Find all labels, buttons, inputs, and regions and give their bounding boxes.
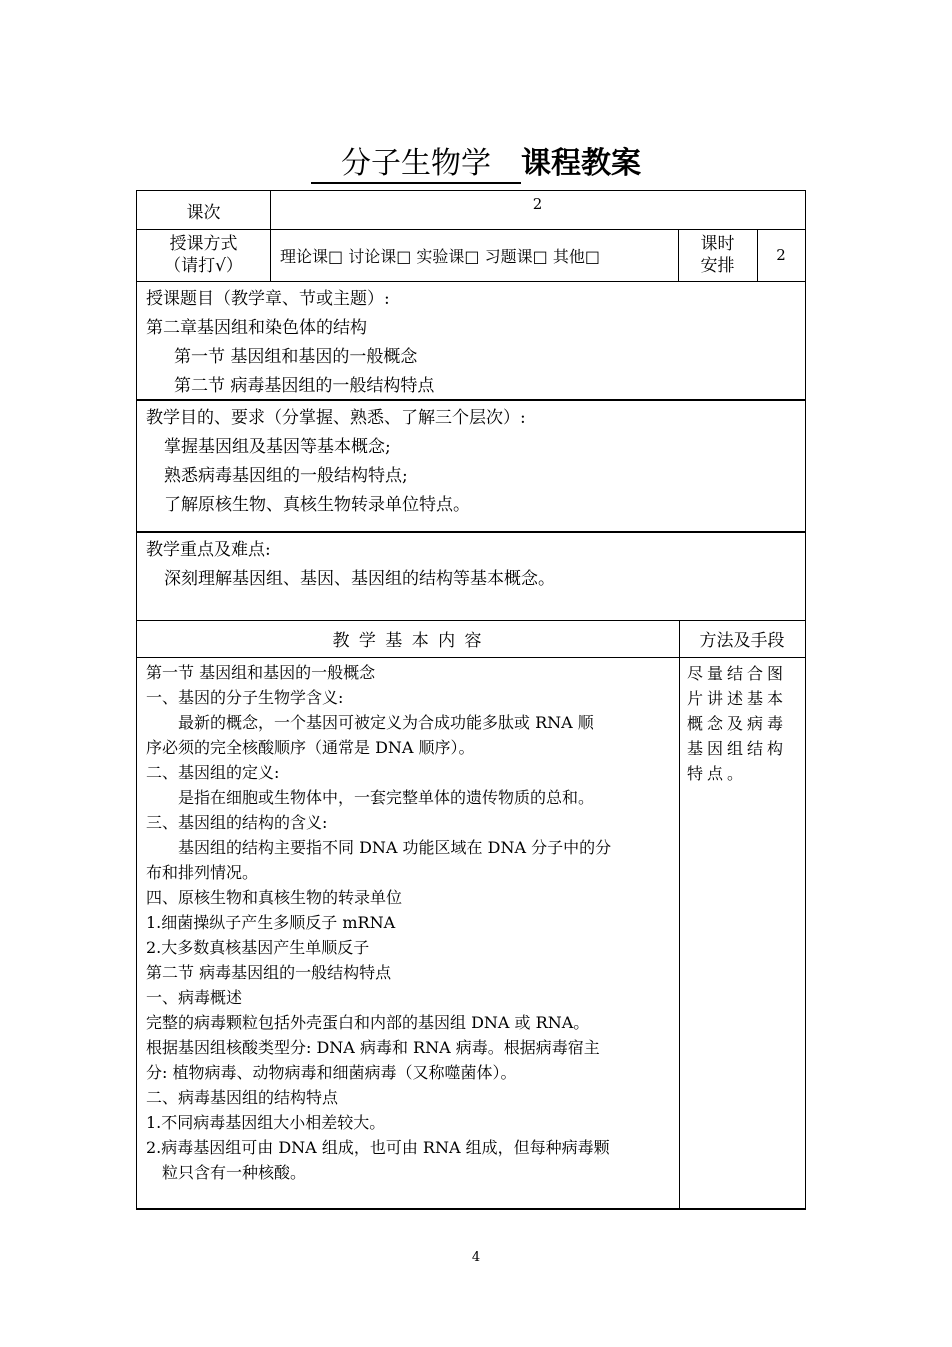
objective-item: 了解原核生物、真核生物转录单位特点。 [164, 495, 470, 515]
content-line: 1.不同病毒基因组大小相差较大。 [146, 1113, 386, 1132]
methods-header: 方法及手段 [699, 631, 785, 651]
content-line: 二、病毒基因组的结构特点 [146, 1088, 339, 1107]
topic-section [136, 281, 806, 401]
content-line: 是指在细胞或生物体中，一套完整单体的遗传物质的总和。 [146, 788, 595, 807]
content-line: 一、病毒概述 [146, 988, 243, 1007]
content-line: 一、基因的分子生物学含义: [146, 688, 344, 707]
lesson-value: 2 [532, 195, 543, 213]
topic-section-1: 第一节 基因组和基因的一般概念 [174, 347, 418, 367]
mode-label-line1: 授课方式 [169, 234, 238, 254]
course-name: 分子生物学 [311, 146, 521, 184]
content-body [136, 657, 680, 1210]
keypoint-item: 深刻理解基因组、基因、基因组的结构等基本概念。 [164, 569, 555, 589]
objectives-heading: 教学目的、要求（分掌握、熟悉、了解三个层次）: [146, 408, 526, 428]
content-line: 第二节 病毒基因组的一般结构特点 [146, 963, 392, 982]
mode-options: 理论课□ 讨论课□ 实验课□ 习题课□ 其他□ [280, 246, 600, 266]
hours-label-line2: 安排 [700, 256, 735, 276]
content-line: 二、基因组的定义: [146, 763, 280, 782]
methods-body [679, 657, 806, 1210]
lesson-label-cell [136, 190, 271, 230]
mode-label-line2: （请打√） [164, 256, 243, 276]
objectives-section [136, 400, 806, 533]
objective-item: 掌握基因组及基因等基本概念; [164, 437, 391, 457]
hours-value: 2 [776, 246, 786, 264]
objective-item: 熟悉病毒基因组的一般结构特点; [164, 466, 408, 486]
methods-header-cell [679, 620, 806, 658]
content-line: 2.病毒基因组可由 DNA 组成，也可由 RNA 组成，但每种病毒颗 [146, 1138, 610, 1157]
content-header-cell [136, 620, 680, 658]
page-number: 4 [471, 1250, 481, 1265]
content-line: 根据基因组核酸类型分: DNA 病毒和 RNA 病毒。根据病毒宿主 [146, 1038, 600, 1057]
hours-label-cell [678, 229, 758, 282]
content-line: 2.大多数真核基因产生单顺反子 [146, 938, 370, 957]
content-line: 最新的概念，一个基因可被定义为合成功能多肽或 RNA 顺 [146, 713, 594, 732]
title-suffix: 课程教案 [521, 146, 641, 181]
content-header: 教 学 基 本 内 容 [332, 631, 484, 651]
methods-text: 尽量结合图片讲述基本概念及病毒基因组结构特点。 [687, 664, 788, 783]
hours-label-line1: 课时 [700, 234, 735, 254]
hours-value-cell [757, 229, 806, 282]
content-line: 粒只含有一种核酸。 [146, 1163, 307, 1182]
topic-section-2: 第二节 病毒基因组的一般结构特点 [174, 376, 435, 396]
content-line: 基因组的结构主要指不同 DNA 功能区域在 DNA 分子中的分 [146, 838, 612, 857]
keypoints-heading: 教学重点及难点: [146, 540, 271, 560]
lesson-value-cell [270, 190, 806, 230]
mode-label-cell [136, 229, 271, 282]
content-line: 四、原核生物和真核生物的转录单位 [146, 888, 403, 907]
content-line: 第一节 基因组和基因的一般概念 [146, 663, 376, 682]
keypoints-section [136, 532, 806, 621]
lesson-label: 课次 [186, 202, 221, 223]
content-line: 完整的病毒颗粒包括外壳蛋白和内部的基因组 DNA 或 RNA。 [146, 1013, 590, 1032]
topic-chapter: 第二章基因组和染色体的结构 [146, 318, 367, 338]
content-line: 序必须的完全核酸顺序（通常是 DNA 顺序）。 [146, 738, 475, 757]
topic-heading: 授课题目（教学章、节或主题）: [146, 289, 390, 309]
content-line: 分: 植物病毒、动物病毒和细菌病毒（又称噬菌体）。 [146, 1063, 517, 1082]
content-line: 三、基因组的结构的含义: [146, 813, 328, 832]
content-line: 1.细菌操纵子产生多顺反子 mRNA [146, 913, 396, 932]
mode-options-cell [270, 229, 679, 282]
page-title [0, 144, 952, 184]
content-line: 布和排列情况。 [146, 863, 259, 882]
